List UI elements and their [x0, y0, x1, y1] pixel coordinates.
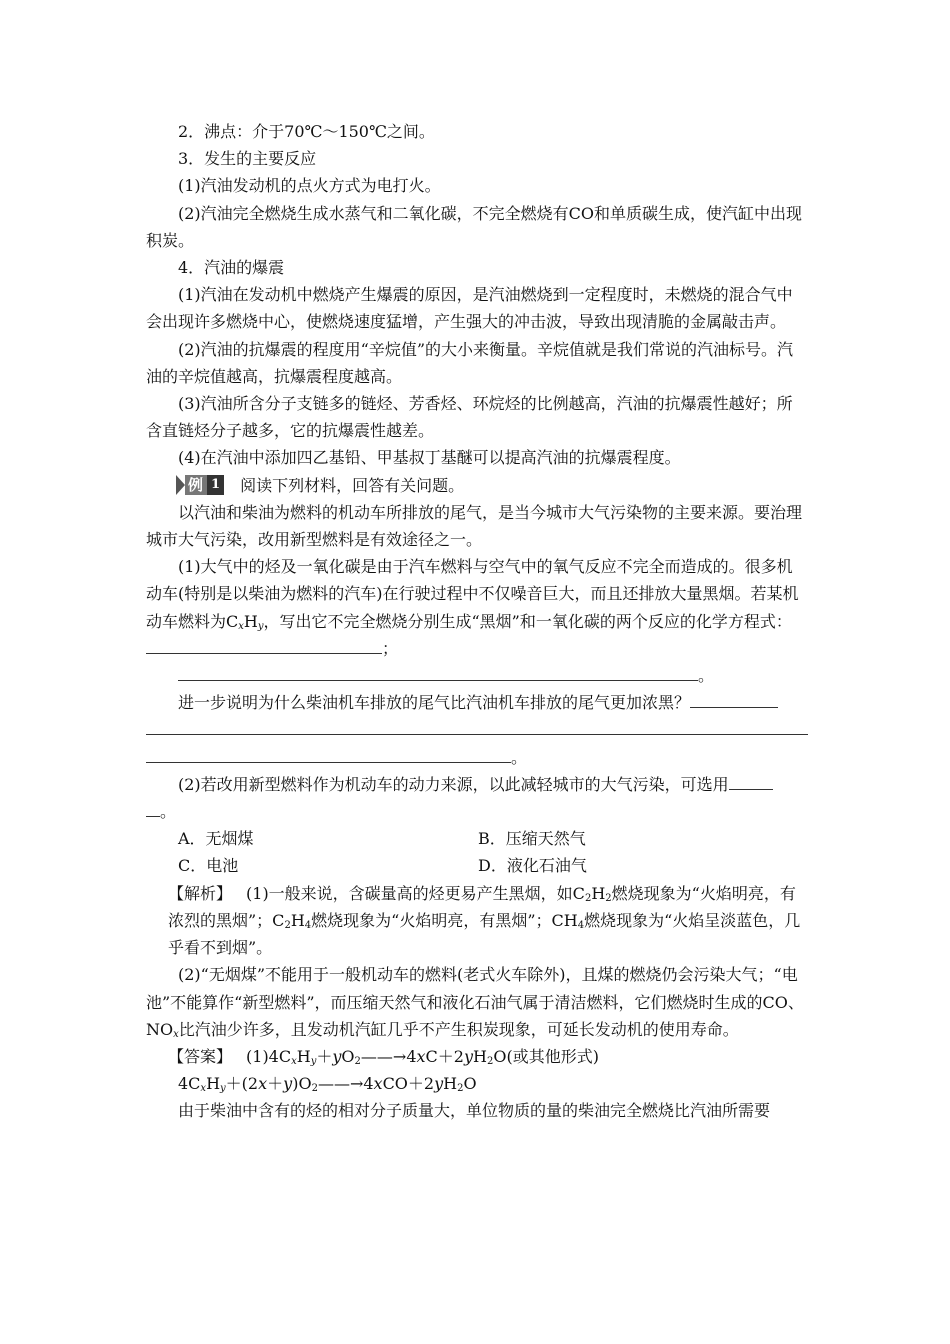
- octane-paragraph: (2)汽油的抗爆震的程度用“辛烷值”的大小来衡量。辛烷值就是我们常说的汽油标号。汽油的辛烷值越高，抗爆震程度越高。: [146, 339, 794, 386]
- example-tag: [176, 475, 224, 495]
- example-intro-text: 阅读下列材料，回答有关问题。: [240, 475, 465, 495]
- analysis-label: 【解析】: [168, 883, 233, 903]
- analysis-paragraph-1: 【解析】 (1)一般来说，含碳量高的烃更易产生黑烟，如$C_2H_2$燃烧现象为“火焰明亮，有浓烈的黑烟”；$C_2H_4$燃烧现象为“火焰明亮，有黑烟”；$CH_4$燃烧现象为“火焰呈淡蓝色，几乎看不到烟”。: [168, 883, 801, 958]
- answer-blank-3[interactable]: [690, 689, 778, 708]
- boiling-point-line: 2．沸点：介于70℃～150℃之间。: [178, 122, 435, 141]
- option-d[interactable]: D．液化石油气: [478, 856, 587, 876]
- example-tag-number: 1: [207, 475, 224, 495]
- answer-line-4: [146, 716, 808, 743]
- example-material: 以汽油和柴油为燃料的机动车所排放的尾气，是当今城市大气污染物的主要来源。要治理城市大气污染，改用新型燃料是有效途径之一。: [146, 502, 803, 550]
- analysis-paragraph-2: (2)“无烟煤”不能用于一般机动车的燃料(老式火车除外)，且煤的燃烧仍会污染大气；“电池”不能算作“新型燃料”，而压缩天然气和液化石油气属于清洁燃料，它们燃烧时生成的CO、$NO_x$比汽油少许多，且发动机汽缸几乎不产生积炭现象，可延长发动机的使用寿命。: [146, 965, 804, 1040]
- section-heading-reactions: 3．发生的主要反应: [178, 149, 317, 169]
- answer-blank-2[interactable]: [178, 662, 698, 681]
- document-body: [146, 118, 808, 1125]
- answer-equation-1: 【答案】 $(1)4C_xH_y+yO_2——\to 4xC+2yH_2O$(或其他形式): [168, 1046, 599, 1067]
- answer-blank-4[interactable]: [146, 716, 808, 735]
- branched-paragraph: (3)汽油所含分子支链多的链烃、芳香烃、环烷烃的比例越高，汽油的抗爆震性越好；所含直链烃分子越多，它的抗爆震性越差。: [146, 394, 793, 441]
- combustion-paragraph: (2)汽油完全燃烧生成水蒸气和二氧化碳，不完全燃烧有CO和单质碳生成，使汽缸中出现积炭。: [146, 203, 803, 250]
- answer-explanation: 由于柴油中含有的烃的相对分子质量大，单位物质的量的柴油完全燃烧比汽油所需要: [178, 1101, 771, 1121]
- answer-line-5: 。: [146, 744, 808, 771]
- answer-label: 【答案】: [168, 1046, 233, 1066]
- question-1: (1)大气中的烃及一氧化碳是由于汽车燃料与空气中的氧气反应不完全而造成的。很多机动车(特别是以柴油为燃料的汽车)在行驶过程中不仅噪音巨大，而且还排放大量黑烟。若某机动车燃料为$C_xH_y$，写出它不完全燃烧分别生成“黑烟”和一氧化碳的两个反应的化学方程式：；: [146, 557, 799, 658]
- example-arrow-icon: [176, 475, 185, 495]
- answer-equation-2: $4C_xH_y+(2x+y)O_2——\to 4xCO+2yH_2O$: [178, 1074, 477, 1095]
- answer-blank-6[interactable]: [729, 771, 773, 790]
- section-heading-knock: 4．汽油的爆震: [178, 258, 285, 278]
- answer-line-2: 。: [146, 662, 808, 689]
- option-b[interactable]: B．压缩天然气: [478, 829, 586, 849]
- option-c[interactable]: C．电池: [178, 856, 239, 876]
- answer-line-7: 。: [146, 798, 808, 825]
- question-1-followup: 进一步说明为什么柴油机车排放的尾气比汽油机车排放的尾气更加浓黑？: [146, 689, 808, 716]
- additive-paragraph: (4)在汽油中添加四乙基铅、甲基叔丁基醚可以提高汽油的抗爆震程度。: [178, 448, 681, 468]
- answer-blank-5[interactable]: [146, 744, 511, 763]
- example-tag-label: 例: [185, 475, 207, 495]
- option-a[interactable]: A．无烟煤: [178, 829, 254, 849]
- question-2: (2)若改用新型燃料作为机动车的动力来源，以此减轻城市的大气污染，可选用: [146, 771, 808, 798]
- example-intro: [146, 472, 808, 499]
- answer-blank-7[interactable]: [146, 798, 160, 817]
- answer-blank-1[interactable]: [146, 635, 382, 654]
- knock-cause-paragraph: (1)汽油在发动机中燃烧产生爆震的原因，是汽油燃烧到一定程度时，未燃烧的混合气中会出现许多燃烧中心，使燃烧速度猛增，产生强大的冲击波，导致出现清脆的金属敲击声。: [146, 285, 793, 332]
- ignition-line: (1)汽油发动机的点火方式为电打火。: [178, 176, 441, 196]
- options-row-1: [146, 825, 808, 852]
- options-row-2: [146, 852, 808, 879]
